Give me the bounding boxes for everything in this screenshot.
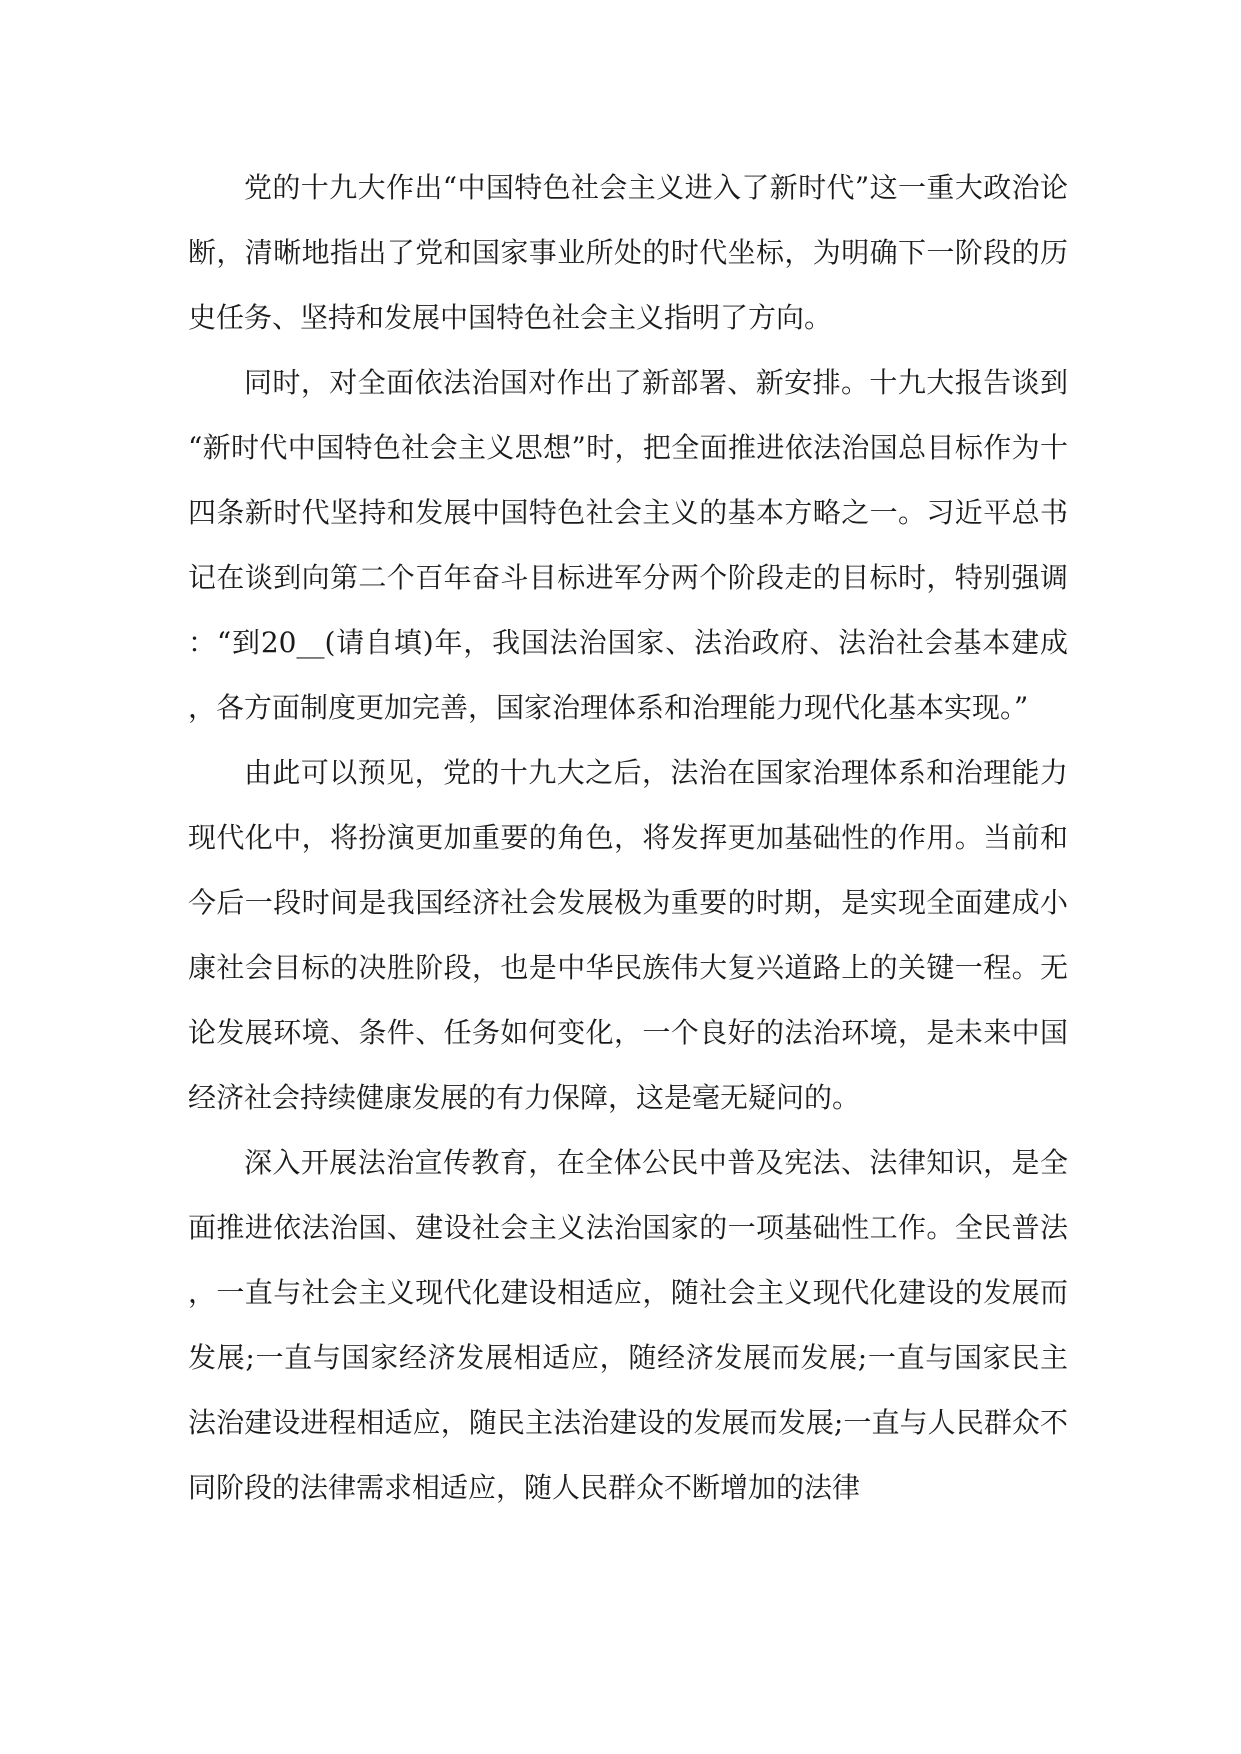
paragraph-2: 同时，对全面依法治国对作出了新部署、新安排。十九大报告谈到“新时代中国特色社会主义思想”时，把全面推进依法治国总目标作为十四条新时代坚持和发展中国特色社会主义的基本方略之一。习近平总书记在谈到向第二个百年奋斗目标进军分两个阶段走的目标时，特别强调：“到20__(请自填)年，我国法治国家、法治政府、法治社会基本建成，各方面制度更加完善，国家治理体系和治理能力现代化基本实现。”	[188, 366, 1068, 724]
body-text	[188, 155, 1068, 1520]
paragraph-3: 由此可以预见，党的十九大之后，法治在国家治理体系和治理能力现代化中，将扮演更加重要的角色，将发挥更加基础性的作用。当前和今后一段时间是我国经济社会发展极为重要的时期，是实现全面建成小康社会目标的决胜阶段，也是中华民族伟大复兴道路上的关键一程。无论发展环境、条件、任务如何变化，一个良好的法治环境，是未来中国经济社会持续健康发展的有力保障，这是毫无疑问的。	[188, 756, 1068, 1114]
paragraph-1: 党的十九大作出“中国特色社会主义进入了新时代”这一重大政治论断，清晰地指出了党和国家事业所处的时代坐标，为明确下一阶段的历史任务、坚持和发展中国特色社会主义指明了方向。	[188, 171, 1068, 334]
paragraph-4: 深入开展法治宣传教育，在全体公民中普及宪法、法律知识，是全面推进依法治国、建设社会主义法治国家的一项基础性工作。全民普法，一直与社会主义现代化建设相适应，随社会主义现代化建设的发展而发展;一直与国家经济发展相适应，随经济发展而发展;一直与国家民主法治建设进程相适应，随民主法治建设的发展而发展;一直与人民群众不同阶段的法律需求相适应，随人民群众不断增加的法律	[188, 1146, 1068, 1504]
